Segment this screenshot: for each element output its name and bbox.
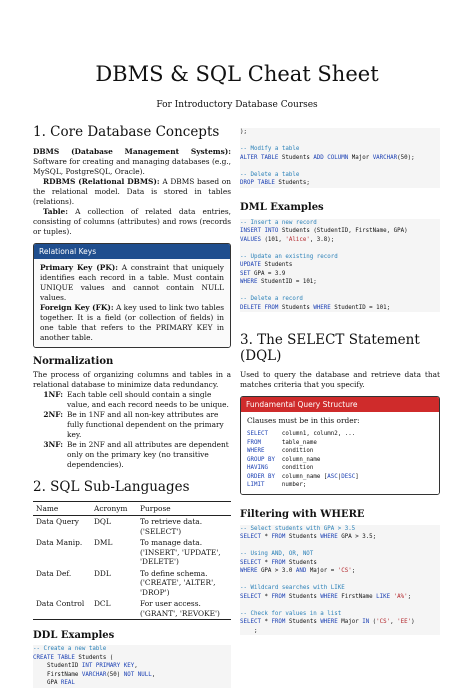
dml-examples-heading: DML Examples — [240, 201, 324, 213]
code-line: -- Using AND, OR, NOT — [240, 551, 314, 557]
code-line: LIMIT number; — [247, 482, 307, 488]
code-line: INSERT INTO Students (StudentID, FirstName, GPA) — [240, 228, 408, 234]
section-heading-sublanguages: 2. SQL Sub-Languages — [33, 479, 190, 495]
code-line: SELECT * FROM Students WHERE FirstName LIKE 'A%'; — [240, 593, 412, 600]
relational-keys-header: Relational Keys — [34, 244, 230, 259]
normalization-text: The process of organizing columns and tables in a relational database to minimize data redundancy. — [33, 370, 231, 389]
code-line: DELETE FROM Students WHERE StudentID = 101; — [240, 304, 391, 311]
select-description: Used to query the database and retrieve data that matches criteria that you specify. — [240, 370, 440, 389]
right-column — [240, 128, 440, 635]
normal-form-item: 1NF: Each table cell should contain a single value, and each record needs to be unique. — [43, 390, 229, 409]
ddl-code-block-part2 — [240, 128, 440, 188]
query-structure-intro: Clauses must be in this order: — [247, 416, 360, 425]
section-heading-core: 1. Core Database Concepts — [33, 124, 220, 140]
code-line: -- Delete a table — [240, 171, 300, 178]
column-header: Acronym — [91, 502, 137, 516]
code-line: GPA REAL — [33, 680, 75, 686]
code-line: SELECT * FROM Students — [240, 559, 317, 566]
code-line — [240, 601, 440, 610]
code-line — [240, 287, 440, 296]
normal-forms-list — [33, 390, 231, 470]
primary-key-definition: Primary Key (PK): A constraint that uniquely identifies each record in a table. Must contain UNIQUE values and cannot contain NULL values. — [40, 263, 224, 302]
code-line: SET GPA = 3.9 — [240, 270, 286, 277]
code-line: ; — [240, 627, 258, 634]
code-line: -- Wildcard searches with LIKE — [240, 585, 345, 591]
table-row: Data Manip. DML To manage data. ('INSERT', 'UPDATE', 'DELETE') — [36, 538, 221, 566]
section-heading-select: 3. The SELECT Statement (DQL) — [240, 332, 420, 364]
code-line: -- Update an existing record — [240, 253, 338, 260]
table-row: Data Def. DDL To define schema. ('CREATE', 'ALTER', 'DROP') — [36, 568, 216, 597]
code-line: HAVING condition — [247, 465, 314, 471]
code-line: SELECT * FROM Students WHERE GPA > 3.5; — [240, 534, 377, 540]
normalization-heading: Normalization — [33, 356, 114, 367]
query-structure-box — [240, 396, 440, 495]
filtering-heading: Filtering with WHERE — [240, 508, 365, 520]
table-definition: Table: A collection of related data entries, consisting of columns (attributes) and rows (records or tuples). — [33, 207, 231, 236]
code-line: StudentID INT PRIMARY KEY, — [33, 663, 138, 669]
code-line: ORDER BY column_name [ASC|DESC] — [247, 473, 359, 480]
relational-keys-box — [33, 243, 231, 348]
sublanguages-table — [33, 501, 231, 620]
code-line: -- Delete a record — [240, 296, 303, 302]
code-line: WHERE GPA > 3.0 AND Major = 'CS'; — [240, 568, 356, 574]
code-line: ); — [240, 129, 247, 135]
foreign-key-definition: Foreign Key (FK): A key used to link two tables together. It is a field (or collection of fields) in one table that refers to the PRIMARY KEY in another table. — [40, 303, 225, 342]
code-line: VALUES (101, 'Alice', 3.8); — [240, 236, 335, 243]
normal-form-item: 3NF: Be in 2NF and all attributes are dependent only on the primary key (no transitive dependencies). — [43, 440, 229, 469]
code-line: FROM table_name — [247, 439, 317, 446]
code-line — [240, 576, 440, 585]
query-structure-header: Fundamental Query Structure — [241, 397, 439, 412]
code-line — [240, 244, 440, 253]
code-line — [240, 137, 440, 146]
ddl-examples-heading: DDL Examples — [33, 630, 115, 641]
rdbms-definition: RDBMS (Relational DBMS): A DBMS based on the relational model. Data is stored in tables (relations). — [33, 177, 231, 206]
column-header: Purpose — [137, 502, 231, 516]
code-line: ALTER TABLE Students ADD COLUMN Major VARCHAR(50); — [240, 154, 415, 161]
dml-code-block — [240, 219, 440, 313]
ddl-code-block-part1 — [33, 645, 231, 688]
table-row: Data Query DQL To retrieve data. ('SELECT') — [36, 517, 203, 536]
dbms-definition: DBMS (Database Management Systems): Software for creating and managing databases (e.g., MySQL, PostgreSQL, Oracle). — [33, 147, 231, 176]
page-title: DBMS & SQL Cheat Sheet — [95, 62, 379, 86]
code-line: CREATE TABLE Students ( — [33, 654, 114, 661]
code-line: -- Insert a new record — [240, 219, 317, 226]
code-line: WHERE condition — [247, 448, 314, 454]
code-line: WHERE StudentID = 101; — [240, 279, 317, 285]
left-column — [33, 124, 231, 688]
filter-code-block — [240, 525, 440, 636]
code-line: FirstName VARCHAR(50) NOT NULL, — [33, 671, 156, 678]
normal-form-item: 2NF: Be in 1NF and all non-key attributes are fully functional dependent on the primary key. — [43, 410, 224, 439]
code-line — [240, 542, 440, 551]
code-line — [240, 162, 440, 171]
code-line: SELECT column1, column2, ... — [247, 431, 356, 437]
code-line: -- Select students with GPA > 3.5 — [240, 525, 356, 532]
column-header: Name — [33, 502, 91, 516]
table-row: Data Control DCL For user access. ('GRANT', 'REVOKE') — [33, 598, 231, 620]
code-line: DROP TABLE Students; — [240, 180, 310, 186]
code-line: UPDATE Students — [240, 262, 293, 268]
query-structure-code — [247, 430, 433, 490]
code-line: -- Check for values in a list — [240, 610, 342, 617]
code-line: SELECT * FROM Students WHERE Major IN ('CS', 'EE') — [240, 619, 415, 625]
code-line: -- Modify a table — [240, 146, 300, 152]
code-line: -- Create a new table — [33, 646, 107, 652]
page-subtitle: For Introductory Database Courses — [156, 100, 318, 110]
code-line: GROUP BY column_name — [247, 456, 321, 463]
